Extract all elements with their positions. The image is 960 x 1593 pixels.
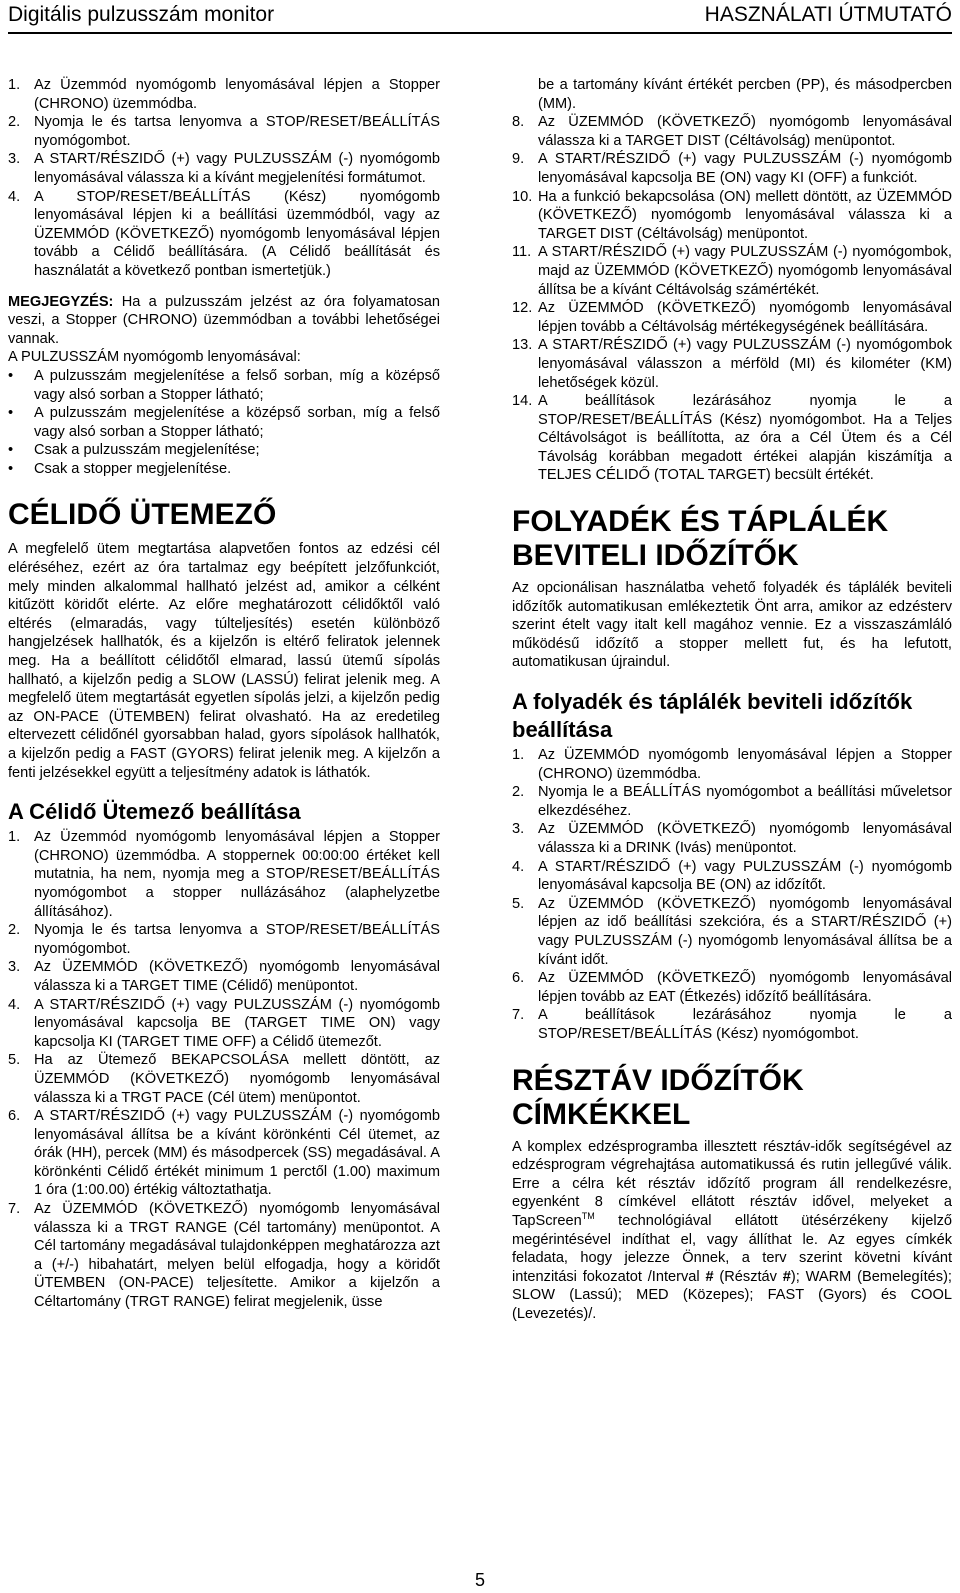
list-item: 8. Az ÜZEMMÓD (KÖVETKEZŐ) nyomógomb lenyomásával válassza ki a TARGET DIST (Céltávolság) menüpontot. <box>512 114 952 149</box>
list-item: 2. Nyomja le a BEÁLLÍTÁS nyomógombot a beállítási műveletsor elkezdéséhez. <box>512 784 952 819</box>
list-item: 7. A beállítások lezárásához nyomja le a STOP/RESET/BEÁLLÍTÁS (Kész) nyomógombot. <box>512 1007 952 1042</box>
pulse-intro: A PULZUSSZÁM nyomógomb lenyomásával: <box>8 349 301 366</box>
list-item: 6. Az ÜZEMMÓD (KÖVETKEZŐ) nyomógomb lenyomásával lépjen tovább az EAT (Étkezés) időzítő beállítására. <box>512 970 952 1005</box>
list-item: 12. Az ÜZEMMÓD (KÖVETKEZŐ) nyomógomb lenyomásával lépjen tovább a Céltávolság mértékegységének beállítására. <box>512 300 952 335</box>
heading-folyadek-setup: A folyadék és táplálék beviteli időzítők beállítása <box>512 689 913 743</box>
celido-paragraph: A megfelelő ütem megtartása alapvetően fontos az edzési cél eléréséhez, ezért az óra tartalmaz egy beépített jelzőfunkciót, mely minden alkalommal hallható jelzést ad, amikor a célként kitűzött köridőt elérte. Az előre meghatározott célidőktől való eltérés (elmaradás, vagy túlteljesítés) esetén különböző hangjelzések hallhatók, és a kijelzőn is eltérő feliratok jelennek meg. Ha a beállított célidőtől elmarad, lassú ütemű sípolás hallható, a kijelzőn pedig a SLOW (LASSÚ) felirat jelenik meg. A megfelelő ütem megtartását egyetlen sípolás jelzi, a kijelzőn pedig az ON-PACE (ÜTEMBEN) felirat olvasható. Ha az eredetileg eltervezett célidőnél gyorsabban halad, gyors sípolások hallhatók, a kijelzőn pedig a FAST (GYORS) felirat jelenik meg. A kijelzőn a fenti jelzésekkel együtt a teljesítmény adatok is láthatók. <box>8 541 440 781</box>
bullet-item: • Csak a stopper megjelenítése. <box>8 460 232 477</box>
list-item: 2. Nyomja le és tartsa lenyomva a STOP/RESET/BEÁLLÍTÁS nyomógombot. <box>8 114 440 149</box>
header-rule <box>8 32 952 34</box>
bullet-icon: • <box>8 460 14 477</box>
note-text: Ha a pulzusszám jelzést az óra folyamatosan veszi, a Stopper (CHRONO) üzemmódban a további lehetőségei vannak. <box>8 293 440 347</box>
bullet-item: • A pulzusszám megjelenítése a középső sorban, míg a felső vagy alsó sorban a Stopper látható; <box>8 405 440 440</box>
bullet-item: • A pulzusszám megjelenítése a felső sorban, míg a középső vagy alsó sorban a Stopper látható; <box>8 367 440 403</box>
list-item: 3. Az ÜZEMMÓD (KÖVETKEZŐ) nyomógomb lenyomásával válassza ki a TARGET TIME (Célidő) menüpontot. <box>8 959 440 994</box>
list-item: 7. Az ÜZEMMÓD (KÖVETKEZŐ) nyomógomb lenyomásával válassza ki a TRGT RANGE (Cél tartomány) menüpontot. A Cél tartomány megadásával tulajdonképpen meghatározza azt a (+/-) hibahatárt, melyen belül elfogadja, hogy a köridőt ÜTEMBEN (ON-PACE) teljesítette. Amikor a kijelzőn a Céltartomány (TRGT RANGE) felirat megjelenik, üsse <box>8 1201 440 1311</box>
list-item: 1. Az ÜZEMMÓD nyomógomb lenyomásával lépjen a Stopper (CHRONO) üzemmódba. <box>512 747 952 782</box>
folyadek-paragraph: Az opcionálisan használatba vehető folyadék és táplálék beviteli időzítők automatikusan emlékeztetik Önt arra, amikor az edzésterv szerint ételt vagy italt kell magához vennie. Ez a visszaszámláló működésű időzítő a stopper mellett fut, és ha lefutott, automatikusan újraindul. <box>512 580 952 671</box>
list-item: 4. A STOP/RESET/BEÁLLÍTÁS (Kész) nyomógomb lenyomásával lépjen ki a beállítási üzemmódból, vagy az ÜZEMMÓD (KÖVETKEZŐ) nyomógomb lenyomásával lépjen tovább a Célidő beállítására. (A Célidő beállítását és használatát a következő pontban ismertetjük.) <box>8 188 440 279</box>
right-column <box>512 76 952 1323</box>
steps-drink-eat <box>512 746 952 1044</box>
page-number: 5 <box>474 1570 485 1590</box>
left-column <box>8 76 440 1312</box>
note-paragraph <box>8 293 440 349</box>
list-item: 3. A START/RÉSZIDŐ (+) vagy PULZUSSZÁM (-) nyomógomb lenyomásával válassza ki a kívánt megjelenítési formátumot. <box>8 151 440 186</box>
section-title: HASZNÁLATI ÚTMUTATÓ <box>704 3 952 26</box>
steps-display-format <box>8 76 440 281</box>
bullet-icon: • <box>8 367 14 384</box>
page-header <box>8 0 952 34</box>
list-item: 4. A START/RÉSZIDŐ (+) vagy PULZUSSZÁM (-) nyomógomb lenyomásával kapcsolja BE (ON) az időzítőt. <box>512 858 952 894</box>
list-item: 4. A START/RÉSZIDŐ (+) vagy PULZUSSZÁM (-) nyomógomb lenyomásával kapcsolja BE (TARGET TIME ON) vagy kapcsolja KI (TARGET TIME OFF) a Célidő ütemezőt. <box>8 996 440 1050</box>
heading-folyadek: FOLYADÉK ÉS TÁPLÁLÉK BEVITELI IDŐZÍTŐK <box>512 505 889 573</box>
list-item: 1. Az Üzemmód nyomógomb lenyomásával lépjen a Stopper (CHRONO) üzemmódba. A stoppernek 00:00:00 értéket kell mutatnia, ha nem, nyomja meg a STOP/RESET/BEÁLLÍTÁS nyomógombot a stopper nullázásához (alaphelyzetbe állításához). <box>8 829 440 920</box>
heading-celido: CÉLIDŐ ÜTEMEZŐ <box>8 498 277 532</box>
list-item: 3. Az ÜZEMMÓD (KÖVETKEZŐ) nyomógomb lenyomásával válassza ki a DRINK (Ivás) menüpontot. <box>512 821 952 856</box>
bullet-icon: • <box>8 405 14 422</box>
list-item: 9. A START/RÉSZIDŐ (+) vagy PULZUSSZÁM (-) nyomógomb lenyomásával kapcsolja BE (ON) vagy KI (OFF) a funkciót. <box>512 151 952 186</box>
heading-celido-setup: A Célidő Ütemező beállítása <box>8 799 301 825</box>
bullet-list <box>8 367 440 479</box>
list-item: 10. Ha a funkció bekapcsolása (ON) mellett döntött, az ÜZEMMÓD (KÖVETKEZŐ) nyomógomb lenyomásával válassza ki a TARGET DIST (Céltávolság) menüpontot. <box>512 188 952 242</box>
list-item: 2. Nyomja le és tartsa lenyomva a STOP/RESET/BEÁLLÍTÁS nyomógombot. <box>8 922 440 957</box>
steps-target-distance <box>512 113 952 485</box>
list-item-continued: be a tartomány kívánt értékét percben (PP), és másodpercben (MM). <box>538 77 952 112</box>
document-title: Digitális pulzusszám monitor <box>8 3 275 26</box>
list-item: 5. Ha az Ütemező BEKAPCSOLÁSA mellett döntött, az ÜZEMMÓD (KÖVETKEZŐ) nyomógomb lenyomásával válassza ki a TRGT PACE (Cél ütem) menüpontot. <box>8 1052 440 1106</box>
list-item: 1. Az Üzemmód nyomógomb lenyomásával lépjen a Stopper (CHRONO) üzemmódba. <box>8 77 440 112</box>
note-label: MEGJEGYZÉS: <box>8 293 114 310</box>
heading-resztav: RÉSZTÁV IDŐZÍTŐK CÍMKÉKKEL <box>512 1063 804 1131</box>
list-item: 5. Az ÜZEMMÓD (KÖVETKEZŐ) nyomógomb lenyomásával lépjen az idő beállítási szekcióra, és a START/RÉSZIDŐ (+) vagy PULZUSSZÁM (-) nyomógomb lenyomásával állítsa be a kívánt időt. <box>512 895 952 968</box>
list-item: 13. A START/RÉSZIDŐ (+) vagy PULZUSSZÁM (-) nyomógombok lenyomásával válasszon a mérföld (MI) és kilométer (KM) lehetőségek közül. <box>512 337 952 391</box>
steps-celido-setup <box>8 828 440 1311</box>
bullet-item: • Csak a pulzusszám megjelenítése; <box>8 442 260 459</box>
list-item: 6. A START/RÉSZIDŐ (+) vagy PULZUSSZÁM (-) nyomógomb lenyomásával állítsa be a kívánt körönkénti Cél ütemet, az órák (HH), percek (MM) és másodpercek (SS) megadásával. A körönkénti Célidő értékét minimum 1 perctől (1.00) maximum 1 óra (1:00.00) értékig változtathatja. <box>8 1108 440 1199</box>
trademark-mark: TM <box>581 1211 595 1222</box>
list-item: 11. A START/RÉSZIDŐ (+) vagy PULZUSSZÁM (-) nyomógombok, majd az ÜZEMMÓD (KÖVETKEZŐ) nyomógomb lenyomásával állítsa be a kívánt Céltávolság számértékét. <box>512 244 952 298</box>
bullet-icon: • <box>8 442 14 459</box>
list-item: 14. A beállítások lezárásához nyomja le a STOP/RESET/BEÁLLÍTÁS (Kész) nyomógombot. Ha a Teljes Céltávolságot is beállította, az óra a Cél Ütem és a Cél Távolság korábban megadott értékei alapján kiszámítja a TELJES CÉLIDŐ (TOTAL TARGET) becsült értékét. <box>512 393 952 484</box>
resztav-paragraph: A komplex edzésprogramba illesztett résztáv-idők segítségével az edzésprogram végrehajtása automatikussá és rutin jellegűvé válik. Erre a célra két résztáv időzítő program áll rendelkezésre, egyenként 8 címkével ellátott résztáv idővel, melyeket a TapScreen™ technológiával ellátott ütésérzékeny kijelző megérintésével indíthat el, vagy állíthat le. Az egyes címkék feladata, hogy jelezze Önnek, a terv szerint követni kívánt intenzitási fokozatot /Interval # (Résztáv #); WARM (Bemelegítés); SLOW (Lassú); MED (Közepes); FAST (Gyors) és COOL (Levezetés)/. <box>512 1138 952 1322</box>
